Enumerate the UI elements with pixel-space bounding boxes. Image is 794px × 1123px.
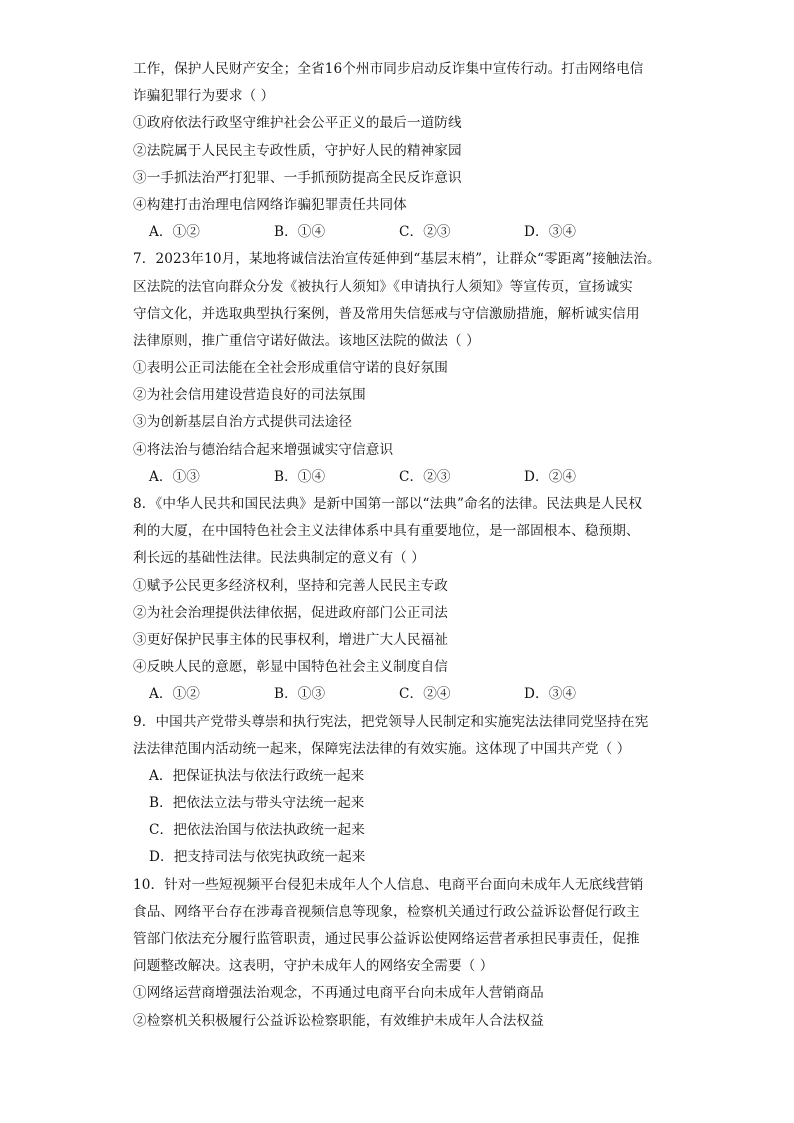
text-line: 问题整改解决。这表明，守护未成年人的网络安全需要（ ） — [133, 958, 494, 975]
answer-option: B．①③ — [274, 686, 326, 703]
statement-line: ②法院属于人民民主专政性质，守护好人民的精神家园 — [133, 142, 462, 159]
answer-option: A．①③ — [149, 468, 200, 485]
answer-option: D．把支持司法与依宪执政统一起来 — [149, 849, 366, 866]
question-10-text: 10．针对一些短视频平台侵犯未成年人个人信息、电商平台面向未成年人无底线营销 — [133, 876, 644, 893]
answer-option: C．②③ — [399, 224, 451, 241]
answer-options-q7 — [133, 464, 673, 491]
statement-line: ④将法治与德治结合起来增强诚实守信意识 — [133, 441, 394, 458]
statement-line: ②为社会治理提供法律依据，促进政府部门公正司法 — [133, 604, 448, 621]
question-7-text: 7．2023年10月，某地将诚信法治宣传延伸到“基层末梢”，让群众“零距离”接触法治。 — [133, 251, 661, 268]
text-line: 法律原则，推广重信守诺好做法。该地区法院的做法（ ） — [133, 332, 480, 349]
text-line: 工作，保护人民财产安全；全省16个州市同步启动反诈集中宣传行动。打击网络电信 — [133, 61, 644, 77]
text-line: 利长远的基础性法律。民法典制定的意义有（ ） — [133, 550, 425, 567]
statement-line: ④构建打击治理电信网络诈骗犯罪责任共同体 — [133, 196, 407, 213]
statement-line: ①政府依法行政坚守维护社会公平正义的最后一道防线 — [133, 115, 462, 132]
answer-option: A．①② — [149, 686, 200, 703]
statement-line: ①赋予公民更多经济权利，坚持和完善人民民主专政 — [133, 577, 448, 594]
answer-option: D．③④ — [524, 686, 577, 703]
statement-line: ①网络运营商增强法治观念，不再通过电商平台向未成年人营销商品 — [133, 985, 544, 1002]
answer-option: A．把保证执法与依法行政统一起来 — [149, 767, 365, 784]
text-line: 食品、网络平台存在涉毒音视频信息等现象，检察机关通过行政公益诉讼督促行政主 — [133, 903, 640, 920]
text-line: 守信文化，并选取典型执行案例，普及常用失信惩戒与守信激励措施，解析诚实信用 — [133, 305, 640, 322]
text-line: 管部门依法充分履行监管职责，通过民事公益诉讼使网络运营者承担民事责任，促推 — [133, 931, 640, 947]
answer-option: C．②③ — [399, 468, 451, 485]
document-content — [133, 56, 673, 1035]
answer-options-q6 — [133, 219, 673, 246]
answer-option: C．把依法治国与依法执政统一起来 — [149, 822, 365, 839]
statement-line: ③为创新基层自治方式提供司法途径 — [133, 414, 353, 431]
text-line: 法法律范围内活动统一起来，保障宪法法律的有效实施。这体现了中国共产党（ ） — [133, 740, 631, 757]
question-8-text: 8．《中华人民共和国民法典》是新中国第一部以“法典”命名的法律。民法典是人民权 — [133, 496, 643, 512]
answer-option: B．①④ — [274, 468, 326, 485]
statement-line: ②检察机关积极履行公益诉讼检察职能，有效维护未成年人合法权益 — [133, 1012, 544, 1029]
statement-line: ③更好保护民事主体的民事权利，增进广大人民福祉 — [133, 631, 448, 648]
text-line: 利的大厦，在中国特色社会主义法律体系中具有重要地位，是一部固根本、稳预期、 — [133, 523, 640, 540]
text-line: 诈骗犯罪行为要求（ ） — [133, 88, 275, 105]
answer-option: D．②④ — [524, 468, 577, 485]
answer-options-q8 — [133, 681, 673, 708]
statement-line: ①表明公正司法能在全社会形成重信守诺的良好氛围 — [133, 360, 448, 377]
answer-option: B．①④ — [274, 224, 326, 241]
answer-option: C．②④ — [399, 686, 451, 703]
question-9-text: 9．中国共产党带头尊崇和执行宪法，把党领导人民制定和实施宪法法律同党坚持在宪 — [133, 713, 649, 730]
answer-option: D．③④ — [524, 224, 577, 241]
statement-line: ②为社会信用建设营造良好的司法氛围 — [133, 387, 366, 404]
statement-line: ③一手抓法治严打犯罪、一手抓预防提高全民反诈意识 — [133, 169, 462, 186]
statement-line: ④反映人民的意愿，彰显中国特色社会主义制度自信 — [133, 659, 448, 676]
answer-option: A．①② — [149, 224, 200, 241]
answer-option: B．把依法立法与带头守法统一起来 — [149, 795, 365, 812]
text-line: 区法院的法官向群众分发《被执行人须知》《申请执行人须知》等宣传页，宣扬诚实 — [133, 278, 633, 295]
